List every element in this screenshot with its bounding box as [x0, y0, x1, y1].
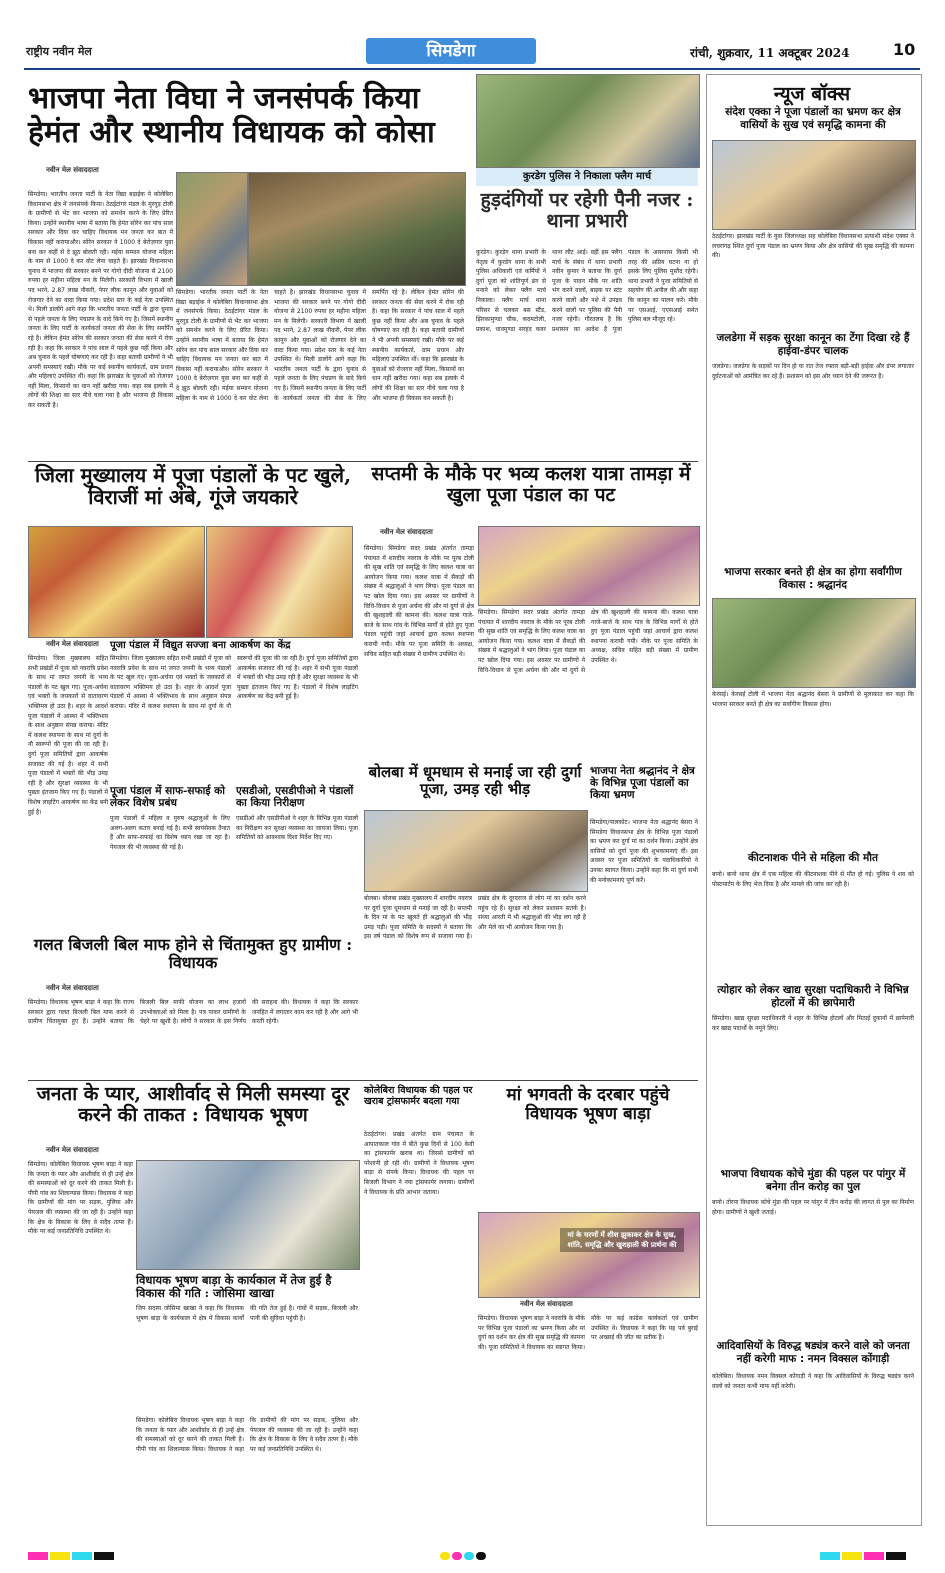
- newsbox-item-body: बानो। तोरपा विधायक कोचे मुंडा की पहल पर पांगुर में तीन करोड़ की लागत से पुल का निर्माण होगा। ग्रामीणों ने खुशी जताई।: [712, 1199, 914, 1216]
- janta-body-col2: सिमडेगा। कोलेबिरा विधायक भूषण बाड़ा ने कहा कि जनता के प्यार और आशीर्वाद से ही उन्हें क्षेत्र की समस्याओं को दूर करने की ताकत मिली है। पीपी गांव का शिलान्यास किया। विधायक ने कहा कि ग्रामीणों की मांग पर सड़क, पुलिया और पेयजल की व्यवस्था की जा रही है। उन्होंने कहा कि क्षेत्र के विकास के लिए वे सदैव तत्पर हैं। मौके पर कई जनप्रतिनिधि उपस्थित थे।: [136, 1417, 358, 1453]
- bhagwati-photo: [478, 1212, 700, 1298]
- janta-photo: [136, 1160, 360, 1270]
- pandal-headline: जिला मुख्यालय में पूजा पंडालों के पट खुले, विराजीं मां अंबे, गूंजे जयकारे: [34, 463, 352, 510]
- bolba-photo: [364, 810, 588, 892]
- bolba-body: बोलबा। बोलबा प्रखंड मुख्यालय में शारदीय नवरात्र पर दुर्गा पूजा धूमधाम से मनाई जा रही है। सप्तमी के दिन मां के पट खुलते ही श्रद्धालुओं की भीड़ उमड़ पड़ी। पूजा समिति के सदस्यों ने बताया कि इस वर्ष पंडाल को विशेष रूप से सजाया गया है। प्रखंड क्षेत्र के दूरदराज से लोग मां का दर्शन करने पहुंच रहे हैं। सुरक्षा को लेकर प्रशासन सतर्क है। संध्या आरती में भी श्रद्धालुओं की भीड़ लग रही है और मेले का भी आयोजन किया गया है।: [364, 895, 586, 941]
- divider: [28, 1080, 698, 1081]
- pandal-photo-1: [28, 526, 205, 638]
- newsbox-item-body: केरसई। केरसई टोली में भाजपा नेता श्रद्धानंद बेसरा ने ग्रामीणों से मुलाकात कर कहा कि भाजपा सरकार बनते ही क्षेत्र का सर्वांगीण विकास होगा।: [712, 691, 914, 708]
- shraddhanand-body: सिमडेगा/पालकोट। भाजपा नेता श्रद्धानंद बेसरा ने सिमडेगा विधानसभा क्षेत्र के विभिन्न पूजा पंडालों का भ्रमण कर दुर्गा मां का दर्शन किया। उन्होंने क्षेत्र वासियों को दुर्गा पूजा की शुभकामनाएं दीं। इस अवसर पर पूजा समितियों के पदाधिकारियों ने उनका स्वागत किया। उन्होंने कहा कि मां दुर्गा सभी की मनोकामनाएं पूर्ण करें।: [590, 819, 698, 884]
- josima-headline: विधायक भूषण बाड़ा के कार्यकाल में तेज हुई है विकास की गति : जोसिमा खाखा: [136, 1273, 332, 1300]
- transformer-headline: कोलेबिरा विधायक की पहल पर खराब ट्रांसफार्मर बदला गया: [364, 1085, 473, 1107]
- bhagwati-headline: मां भगवती के दरबार पहुंचे विधायक भूषण बाड़ा: [506, 1085, 670, 1125]
- newsbox-item-headline: त्योहार को लेकर खाद्य सुरक्षा पदाधिकारी ने विभिन्न होटलों में की छापेमारी: [717, 984, 909, 1009]
- newsbox-item-body: बानो। बानो थाना क्षेत्र में एक महिला की कीटनाशक पीने से मौत हो गई। पुलिस ने शव को पोस्टमार्टम के लिए भेज दिया है और मामले की जांच कर रही है।: [712, 871, 914, 888]
- newsbox-item-headline: भाजपा विधायक कोचे मुंडा की पहल पर पांगुर में बनेगा तीन करोड़ का पुल: [720, 1168, 906, 1193]
- dateline: रांची, शुक्रवार, 11 अक्टूबर 2024: [690, 46, 850, 60]
- newsbox-item-body: जलडेगा। जलडेगा के सड़कों पर दिन हो या रात तेज रफ्तार बड़ी-बड़ी हाईवा और डंपर लगातार दुर्घटनाओं को आमंत्रित कर रहे हैं। प्रशासन को इस ओर ध्यान देने की जरूरत है।: [712, 363, 914, 380]
- kalash-byline: नवीन मेल संवाददाता: [380, 528, 433, 536]
- newsbox-item-headline: जलडेगा में सड़क सुरक्षा कानून का टेंगा दिखा रहे हैं हाईवा-डंपर चालक: [716, 332, 910, 357]
- inspection-headline: एसडीओ, एसडीपीओ ने पंडालों का किया निरीक्षण: [236, 785, 354, 809]
- newsbox-item-body: ठेठईटांगर। झारखंड पार्टी के युवा जिलाध्यक्ष सह कोलेबिरा विधानसभा प्रत्याशी संदेश एक्का ने लचरागढ़ स्थित दुर्गा पूजा पंडाल का भ्रमण किया और क्षेत्र वासियों की सुख समृद्धि की कामना की।: [712, 233, 914, 260]
- divider: [28, 461, 698, 462]
- cleaning-headline: पूजा पंडाल में साफ-सफाई को लेकर विशेष प्रबंध: [110, 785, 225, 809]
- lead-body-col2: सिमडेगा। भारतीय जनता पार्टी के नेता विद्या बड़ाईक ने कोलेबिरा विधानसभा क्षेत्र में जनसंपर्क किया। ठेठईटांगर मंडल के मुरगुड़ टोली के ग्रामीणों से भेंट कर भाजपा को समर्थन करने के लिए प्रेरित किया। उन्होंने स्थानीय भाषा में बताया कि हेमंत सोरेन कर पांच साल सरकार और दिया कर चाहिए विधायक मन जनता कर बात में विकास नहीं करायाऔर। सोरेन सरकार ने 1000 दे बेरोज़गार युवा बना कर कहीं से दे झूठ बोलती रही। मईया सम्मान योजना महिला के नाम से 1000 दे कर वोट लेना चाहते है। झारखंड विधानसभा चुनाव में भाजपा की सरकार बनने पर गोगो दीदी योजना से 2100 रुपया हर महीना महिला मन के मिलेगी। सरकारी विभाग में खाली पद भरने, 2.87 लाख नौकरी, पेपर लीक कानून और युवाओं को रोजगार देने का वादा किया गया। प्रदेश स्तर के कई नेता उपस्थित थे। मिली डालोंगे आगे कहा कि भारतीय जनता पार्टी के द्वारा चुनाव से पहले जनता के लिए पंचप्रण के वादे किये गए है। जिसमें स्थानीय जनता के लिए पार्टी के कार्यकर्ता जनता की सेवा के लिए समर्पित रहे है। लेकिन हेमंत सोरेन की सरकार जनता की सेवा करने में रोक रही है। कहा कि सरकार ने पांच साल में पहले कुछ नहीं किया और अब चुनाव के पहले घोषणाएं कर रही है। कहा बतायी ग्रामीणों ने भी अपनी समस्याएं रखी। मौके पर कई स्थानीय कार्यकर्ता, ग्राम प्रधान और महिलाएं उपस्थित थीं। कहा कि झारखंड के युवाओं को रोजगार नहीं मिला, किसानों का धान नहीं खरीदा गया। कहा सब इलाके में लोगों की शिक्षा का स्तर नीचे चला गया है और भाजपा ही विकास कर सकती है।: [176, 289, 464, 402]
- kalash-headline: सप्तमी के मौके पर भव्य कलश यात्रा तामड़ा में खुला पूजा पंडाल का पट: [371, 463, 691, 507]
- newsbox-item-headline: भाजपा सरकार बनते ही क्षेत्र का होगा सर्वांगीण विकास : श्रद्धानंद: [724, 566, 902, 591]
- brand-logo: राष्ट्रीय नवीन मेल: [26, 45, 92, 58]
- kalash-photo: [478, 526, 700, 606]
- electricity-body: सिमडेगा। विधायक भूषण बाड़ा ने कहा कि राज्य सरकार द्वारा गलत बिजली बिल माफ करने से ग्रामीण चिंतामुक्त हुए हैं। उन्होंने बताया कि बिजली बिल माफी योजना का लाभ हजारों उपभोक्ताओं को मिला है। पत्र पाकर ग्रामीणों के चेहरे पर खुशी है। लोगों ने सरकार के इस निर्णय की सराहना की। विधायक ने कहा कि सरकार जनहित में लगातार काम कर रही है और आगे भी करती रहेगी।: [28, 999, 358, 1026]
- bhagwati-byline: नवीन मेल संवाददाता: [520, 1300, 573, 1308]
- newsbox-item-body: कोलेबिरा। विधायक नमन विक्सल कोंगाड़ी ने कहा कि आदिवासियों के विरुद्ध षड्यंत्र करने वालों को जनता कभी माफ नहीं करेगी।: [712, 1373, 914, 1390]
- kalash-body-col2: सिमडेगा। सिमडेगा सदर प्रखंड अंतर्गत तामड़ा पंचायत में शारदीय नवरात्र के मौके पर पूरब टोली की सुख शांति एवं समृद्धि के लिए कलश यात्रा का आयोजन किया गया। कलश यात्रा में सैकड़ों की संख्या में श्रद्धालुओं ने भाग लिया। पूजा पंडाल का पट खोल दिया गया। इस अवसर पर ग्रामीणों ने विधि-विधान से पूजा अर्चना की और मां दुर्गा से क्षेत्र की खुशहाली की कामना की। कलश यात्रा गाजे-बाजे के साथ गांव के विभिन्न मार्गों से होते हुए पूजा पंडाल पहुंची जहां आचार्य द्वारा कलश स्थापना करायी गयी। मौके पर पूजा समिति के अध्यक्ष, सचिव सहित बड़ी संख्या में ग्रामीण उपस्थित थे।: [478, 609, 698, 674]
- shraddhanand-headline: भाजपा नेता श्रद्धानंद ने क्षेत्र के विभिन्न पूजा पंडालों का किया भ्रमण: [590, 765, 695, 801]
- bhagwati-body: सिमडेगा। विधायक भूषण बाड़ा ने नवरात्रि के मौके पर विभिन्न पूजा पंडालों का भ्रमण किया और मां दुर्गा का दर्शन कर क्षेत्र की सुख समृद्धि की कामना की। पूजा समितियों ने विधायक का स्वागत किया। मौके पर कई कांग्रेस कार्यकर्ता एवं ग्रामीण उपस्थित थे। विधायक ने कहा कि यह पर्व बुराई पर अच्छाई की जीत का प्रतीक है।: [478, 1315, 698, 1351]
- transformer-body: ठेठईटांगर। प्रखंड अंतर्गत ग्राम पंचायत के आपातकाल गांव में बीते कुछ दिनों से 100 केवी का ट्रांसफार्मर खराब था। जिससे ग्रामीणों को परेशानी हो रही थी। ग्रामीणों ने विधायक भूषण बाड़ा से संपर्क किया। विधायक की पहल पर बिजली विभाग ने नया ट्रांसफार्मर लगाया। ग्रामीणों ने विधायक के प्रति आभार जताया।: [364, 1131, 474, 1196]
- bolba-headline: बोलबा में धूमधाम से मनाई जा रही दुर्गा पूजा, उमड़ रही भीड़: [368, 763, 582, 798]
- lead-photo-1: [176, 172, 248, 286]
- newsbox-item-headline: कीटनाशक पीने से महिला की मौत: [748, 852, 878, 864]
- flag-march-caption: कुरडेग पुलिस ने निकाला फ्लैग मार्च: [476, 168, 698, 186]
- electricity-headline: गलत बिजली बिल माफ होने से चिंतामुक्त हुए ग्रामीण : विधायक: [33, 935, 353, 972]
- janta-byline: नवीन मेल संवाददाता: [46, 1146, 99, 1154]
- news-box-title: न्यूज बॉक्स: [773, 83, 851, 105]
- color-registration-bar: [28, 1545, 116, 1564]
- pandal-photo-2: [206, 526, 353, 638]
- josima-body: जिप सदस्य जोसिमा खाखा ने कहा कि विधायक भूषण बाड़ा के कार्यकाल में क्षेत्र में विकास कार्यों की गति तेज हुई है। गांवों में सड़क, बिजली और पानी की सुविधा पहुंची है।: [136, 1305, 358, 1322]
- inspection-body: एसडीओ और एसडीपीओ ने शहर के विभिन्न पूजा पंडालों का निरीक्षण कर सुरक्षा व्यवस्था का जायजा लिया। पूजा समितियों को आवश्यक दिशा निर्देश दिए गए।: [236, 815, 358, 842]
- janta-headline: जनता के प्यार, आशीर्वाद से मिली समस्या दूर करने की ताकत : विधायक भूषण: [36, 1083, 350, 1127]
- lead-photo-2: [248, 172, 466, 286]
- newsbox-photo-1: [712, 140, 916, 230]
- lead-body-col1: सिमडेगा। भारतीय जनता पार्टी के नेता विद्या बड़ाईक ने कोलेबिरा विधानसभा क्षेत्र में जनसंपर्क किया। ठेठईटांगर मंडल के मुरगुड़ टोली के ग्रामीणों से भेंट कर भाजपा को समर्थन करने के लिए प्रेरित किया। उन्होंने स्थानीय भाषा में बताया कि हेमंत सोरेन कर पांच साल सरकार और दिया कर चाहिए विधायक मन जनता कर बात में विकास नहीं करायाऔर। सोरेन सरकार ने 1000 दे बेरोज़गार युवा बना कर कहीं से दे झूठ बोलती रही। मईया सम्मान योजना महिला के नाम से 1000 दे कर वोट लेना चाहते है। झारखंड विधानसभा चुनाव में भाजपा की सरकार बनने पर गोगो दीदी योजना से 2100 रुपया हर महीना महिला मन के मिलेगी। सरकारी विभाग में खाली पद भरने, 2.87 लाख नौकरी, पेपर लीक कानून और युवाओं को रोजगार देने का वादा किया गया। प्रदेश स्तर के कई नेता उपस्थित थे। मिली डालोंगे आगे कहा कि भारतीय जनता पार्टी के द्वारा चुनाव से पहले जनता के लिए पंचप्रण के वादे किये गए है। जिसमें स्थानीय जनता के लिए पार्टी के कार्यकर्ता जनता की सेवा के लिए समर्पित रहे है। लेकिन हेमंत सोरेन की सरकार जनता की सेवा करने में रोक रही है। कहा कि सरकार ने पांच साल में पहले कुछ नहीं किया और अब चुनाव के पहले घोषणाएं कर रही है। कहा बतायी ग्रामीणों ने भी अपनी समस्याएं रखी। मौके पर कई स्थानीय कार्यकर्ता, ग्राम प्रधान और महिलाएं उपस्थित थीं। कहा कि झारखंड के युवाओं को रोजगार नहीं मिला, किसानों का धान नहीं खरीदा गया। कहा सब इलाके में लोगों की शिक्षा का स्तर नीचे चला गया है और भाजपा ही विकास कर सकती है।: [28, 191, 173, 410]
- pandal-byline: नवीन मेल संवाददाता: [46, 640, 99, 648]
- cleaning-body: पूजा पंडालों में महिला व पुरुष श्रद्धालुओं के लिए अलग-अलग कतार बनाई गई है। सभी स्वयंसेवक तैनात हैं और साफ-सफाई का विशेष ध्यान रखा जा रहा है। पेयजल की भी व्यवस्था की गई है।: [110, 815, 230, 851]
- janta-body-col1: सिमडेगा। कोलेबिरा विधायक भूषण बाड़ा ने कहा कि जनता के प्यार और आशीर्वाद से ही उन्हें क्षेत्र की समस्याओं को दूर करने की ताकत मिली है। पीपी गांव का शिलान्यास किया। विधायक ने कहा कि ग्रामीणों की मांग पर सड़क, पुलिया और पेयजल की व्यवस्था की जा रही है। उन्होंने कहा कि क्षेत्र के विकास के लिए वे सदैव तत्पर हैं। मौके पर कई जनप्रतिनिधि उपस्थित थे।: [28, 1161, 133, 1236]
- lead-byline: नवीन मेल संवाददाता: [46, 166, 99, 174]
- pandal-body-col2: सिमडेगा। जिला मुख्यालय सहित सभी प्रखंडों में पूजा को नवरात्रि प्रवेश के साथ मां जगत जननी के भव्य पंडालों के पट खुल गए। पूजा-अर्चना एवं भक्तों के जयकारों से वातावरण भक्तिमय हो उठा है। शहर के आदर्श पूजा पंडालों में आस्था में भक्तिभाव के साथ अनुष्ठान संपन्न कराया। मंदिर में कलश स्थापना के साथ मां दुर्गा के नौ स्वरूपों की पूजा की जा रही है। दुर्गा पूजा समितियों द्वारा आकर्षक सजावट की गई है। शहर में सभी पूजा पंडालों में भक्तों की भीड़ उमड़ रही है और सुरक्षा व्यवस्था के भी पुख्ता इंतजाम किए गए हैं। पंडालों में विशेष लाइटिंग आकर्षण का केंद्र बनी हुई है।: [110, 655, 358, 710]
- kalash-body-col1: सिमडेगा। सिमडेगा सदर प्रखंड अंतर्गत तामड़ा पंचायत में शारदीय नवरात्र के मौके पर पूरब टोली की सुख शांति एवं समृद्धि के लिए कलश यात्रा का आयोजन किया गया। कलश यात्रा में सैकड़ों की संख्या में श्रद्धालुओं ने भाग लिया। पूजा पंडाल का पट खोल दिया गया। इस अवसर पर ग्रामीणों ने विधि-विधान से पूजा अर्चना की और मां दुर्गा से क्षेत्र की खुशहाली की कामना की। कलश यात्रा गाजे-बाजे के साथ गांव के विभिन्न मार्गों से होते हुए पूजा पंडाल पहुंची जहां आचार्य द्वारा कलश स्थापना करायी गयी। मौके पर पूजा समिति के अध्यक्ष, सचिव सहित बड़ी संख्या में ग्रामीण उपस्थित थे।: [364, 545, 474, 658]
- pandal-body-col1: सिमडेगा। जिला मुख्यालय सहित सभी प्रखंडों में पूजा को नवरात्रि प्रवेश के साथ मां जगत जननी के भव्य पंडालों के पट खुल गए। पूजा-अर्चना एवं भक्तों के जयकारों से वातावरण भक्तिमय हो उठा है। शहर के आदर्श पूजा पंडालों में आस्था में भक्तिभाव के साथ अनुष्ठान संपन्न कराया। मंदिर में कलश स्थापना के साथ मां दुर्गा के नौ स्वरूपों की पूजा की जा रही है। दुर्गा पूजा समितियों द्वारा आकर्षक सजावट की गई है। शहर में सभी पूजा पंडालों में भक्तों की भीड़ उमड़ रही है और सुरक्षा व्यवस्था के भी पुख्ता इंतजाम किए गए हैं। पंडालों में विशेष लाइटिंग आकर्षण का केंद्र बनी हुई है।: [28, 655, 108, 816]
- newsbox-item-headline: संदेश एक्का ने पूजा पंडालों का भ्रमण कर क्षेत्र वासियों के सुख एवं समृद्धि कामना की: [725, 106, 901, 131]
- flag-march-headline: हुड़दंगियों पर रहेगी पैनी नजर : थाना प्रभारी: [480, 189, 694, 233]
- lead-headline: भाजपा नेता विघा ने जनसंपर्क किया हेमंत और स्थानीय विधायक को कोसा: [28, 81, 435, 150]
- flag-march-photo: [476, 74, 700, 168]
- electricity-byline: नवीन मेल संवाददाता: [46, 984, 99, 992]
- newsbox-item-body: सिमडेगा। खाद्य सुरक्षा पदाधिकारी ने शहर के विभिन्न होटलों और मिठाई दुकानों में छापेमारी कर खाद्य पदार्थों के नमूने लिए।: [712, 1015, 914, 1032]
- section-title: सिमडेगा: [366, 38, 536, 64]
- flag-march-body: कुरडेग। कुरडेग थाना प्रभारी के नेतृत्व में कुरडेग थाना के सभी पुलिस अधिकारी एवं कर्मियों ने दुर्गा पूजा को शांतिपूर्ण ढंग से मनाने को लेकर फ्लैग मार्च निकाला। फ्लैग मार्च थाना परिसर से चलकर बस स्टैंड, झिरकामुण्डा चौक, कदमटोली, प्रकाश, धावमुण्डा सरहद कवर थाना लौट आई। वहीं इस फ्लैग मार्च के संबंध में थाना प्रभारी नवीन कुमार ने बताया कि दुर्गा पूजा के पावन मौके पर शांति भंग करने वालों, बाइक पर स्टंट करने वालों और नशे में उपद्रव करने वालों पर पुलिस की पैनी नजर रहेगी। गौरतलब है कि प्रशासन का आदेश है पूजा पंडाल के आसपास किसी भी तरह की अप्रिय घटना ना हो इसके लिए पुलिस मुस्तैद रहेगी। थाना प्रभारी ने पूजा समितियों से सहयोग की अपील की और कहा कि कानून का पालन करें। मौके पर एसआई, एएसआई समेत पुलिस बल मौजूद रहे।: [476, 249, 698, 333]
- color-registration-bar: [820, 1545, 908, 1564]
- newsbox-photo-2: [712, 598, 916, 688]
- color-registration-dots: [440, 1545, 488, 1564]
- page-number: 10: [893, 40, 916, 59]
- bhagwati-photo-caption: मां के चरणों में शीश झुकाकर क्षेत्र के सुख, शांति, समृद्धि और खुशहाली की प्रार्थना की: [560, 1228, 684, 1252]
- pandal-subhead: पूजा पंडाल में विद्युत सज्जा बना आकर्षण का केंद्र: [110, 640, 291, 651]
- newsbox-item-headline: आदिवासियों के विरुद्ध षड्यंत्र करने वाले को जनता नहीं करेगी माफ : नमन विक्सल कोंगाड़ी: [716, 1340, 910, 1365]
